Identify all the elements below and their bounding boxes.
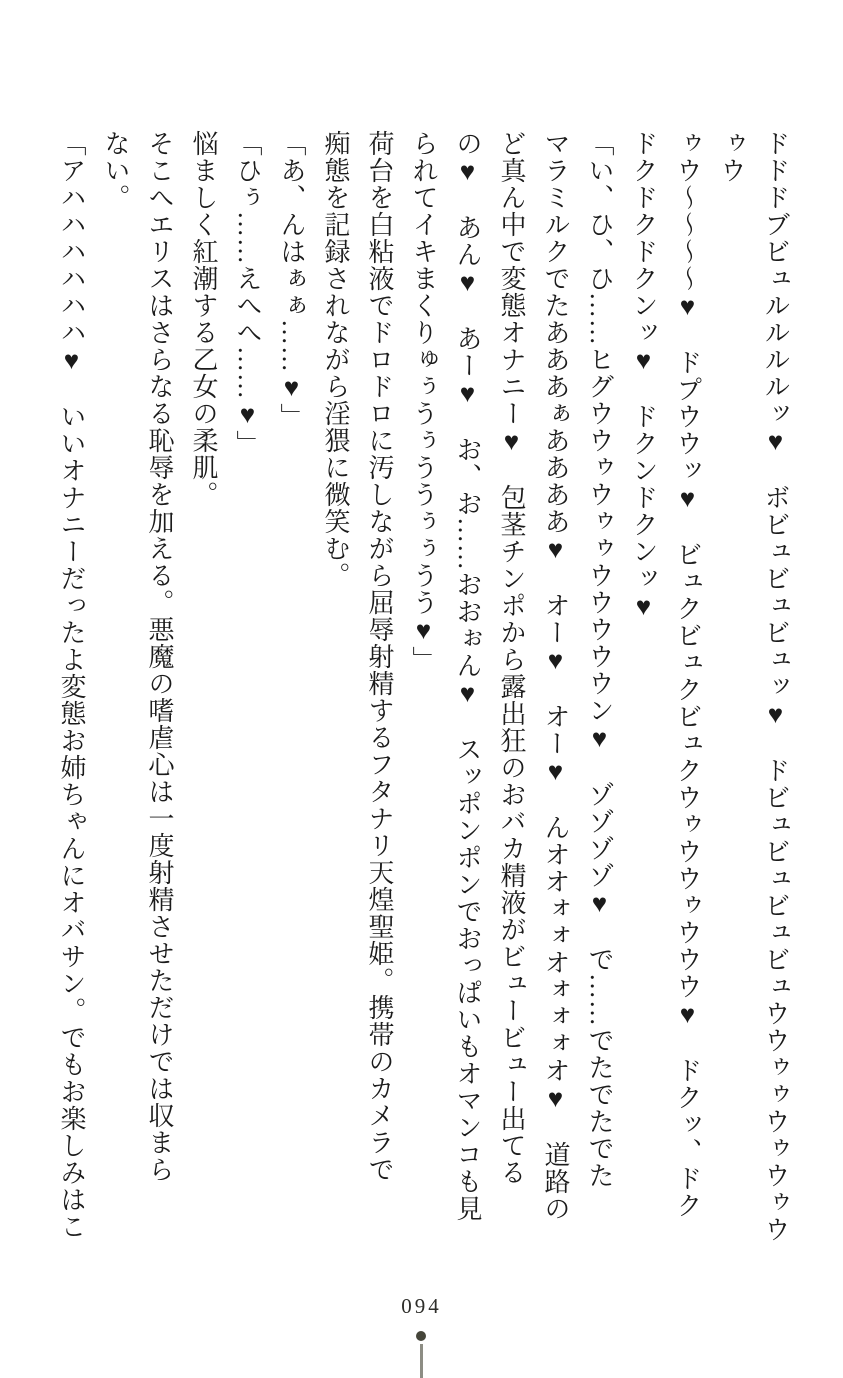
page-number: 094 bbox=[401, 1294, 442, 1318]
text-column: 「あ、んはぁぁ……♥」 bbox=[277, 130, 306, 430]
text-column: ドクドクドクンッ♥ ドクンドクンッ♥ bbox=[629, 130, 658, 622]
text-column: られてイキまくりゅぅうぅううぅぅうう♥」 bbox=[409, 130, 438, 673]
text-column: そこへエリスはさらなる恥辱を加える。悪魔の嗜虐心は一度射精させただけでは収まら bbox=[145, 130, 174, 1183]
text-column: 「ひぅ……えへへ……♥」 bbox=[233, 130, 262, 457]
text-column: 痴態を記録されながら淫猥に微笑む。 bbox=[321, 130, 350, 589]
text-column: 「アハハハハハハ♥ いいオナニーだったよ変態お姉ちゃんにオバサン。でもお楽しみはこ bbox=[57, 130, 86, 1240]
page-footer bbox=[0, 1290, 843, 1378]
text-column: 悩ましく紅潮する乙女の柔肌。 bbox=[189, 130, 218, 508]
vertical-text-area bbox=[57, 130, 797, 1252]
text-column: ない。 bbox=[101, 130, 130, 211]
text-column: の♥ あん♥ あー♥ お、お……おおぉん♥ スッポンポンでおっぱいもオマンコも見 bbox=[453, 130, 482, 1222]
footer-dot-ornament bbox=[416, 1331, 426, 1341]
text-column: 荷台を白粘液でドロドロに汚しながら屈辱射精するフタナリ天煌聖姫。携帯のカメラで bbox=[365, 130, 394, 1183]
text-column: ど真ん中で変態オナニー♥ 包茎チンポから露出狂のおバカ精液がビュービュー出てる bbox=[497, 130, 526, 1186]
text-column: ドドドブビュルルルルッ♥ ボビュビュビュッ♥ ドビュビュビュビュウウゥゥウゥウゥウゥウ bbox=[717, 130, 790, 1243]
footer-line-ornament bbox=[420, 1344, 423, 1378]
text-column: ゥウ～～～～♥ ドプウウッ♥ ビュクビュクビュクウゥウウゥウウウ♥ ドクッ、ドク bbox=[673, 130, 702, 1219]
text-column: マラミルクでたあああぁああああ♥ オー♥ オー♥ んオオォォオォォォオ♥ 道路の bbox=[541, 130, 570, 1222]
text-column: 「い、ひ、ひ……ヒグウウゥウゥゥウウウウウン♥ ゾゾゾゾ♥ で……でたでたでた bbox=[585, 130, 614, 1189]
